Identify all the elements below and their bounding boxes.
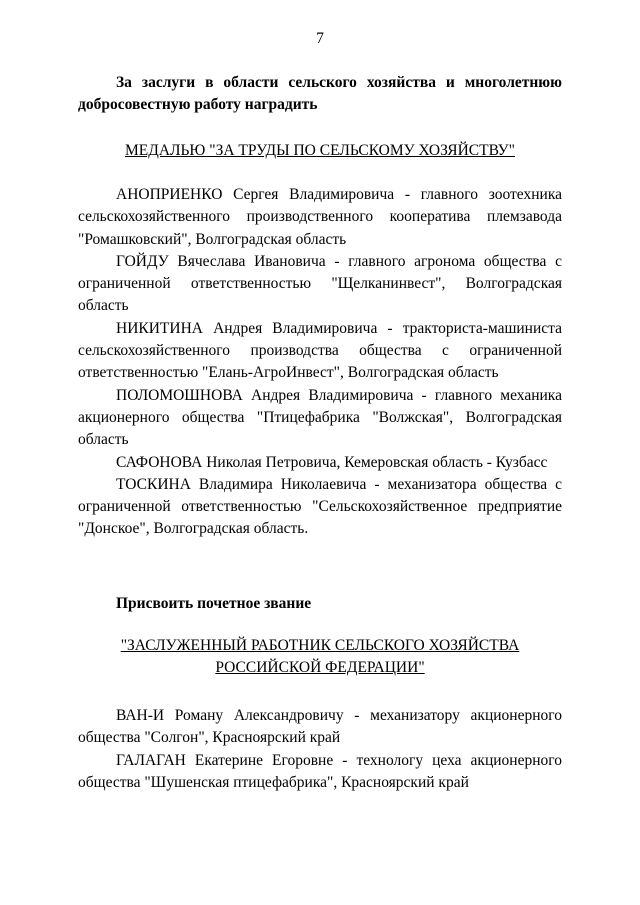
honorary-title-line2: РОССИЙСКОЙ ФЕДЕРАЦИИ": [215, 659, 425, 677]
honorary-awardee-list: [78, 705, 562, 794]
award-intro: За заслуги в области сельского хозяйства и многолетнюю добросовестную работу наградить: [78, 74, 562, 114]
awardee-entry: ПОЛОМОШНОВА Андрея Владимировича - главного механика акционерного общества "Птицефабрика "Волжская", Волгоградская область: [78, 386, 562, 449]
honorary-title: [78, 635, 562, 680]
awardee-entry: ГОЙДУ Вячеслава Ивановича - главного агронома общества с ограниченной ответственностью "Щелканинвест", Волгоградская область: [78, 252, 562, 315]
awardee-entry: АНОПРИЕНКО Сергея Владимировича - главного зоотехника сельскохозяйственного производственного кооператива племзавода "Ромашковский", Волгоградская область: [78, 186, 562, 248]
medal-awardee-list: [78, 184, 562, 541]
awardee-entry: ВАН-И Роману Александровичу - механизатору акционерного общества "Солгон", Красноярский край: [78, 707, 562, 747]
awardee-entry: САФОНОВА Николая Петровича, Кемеровская область - Кузбасс: [116, 453, 548, 471]
medal-title: МЕДАЛЬЮ "ЗА ТРУДЫ ПО СЕЛЬСКОМУ ХОЗЯЙСТВУ": [125, 142, 515, 159]
page-number: 7: [316, 30, 324, 47]
awardee-entry: ТОСКИНА Владимира Николаевича - механизатора общества с ограниченной ответственностью "Сельскохозяйственное предприятие "Донское", Волгоградская область.: [78, 475, 562, 538]
awardee-entry: ГАЛАГАН Екатерине Егоровне - технологу цеха акционерного общества "Шушенская птицефабрика", Красноярский край: [78, 751, 562, 791]
honorary-intro: Присвоить почетное звание: [116, 595, 312, 612]
honorary-title-line1: "ЗАСЛУЖЕННЫЙ РАБОТНИК СЕЛЬСКОГО ХОЗЯЙСТВА: [120, 637, 520, 654]
awardee-entry: НИКИТИНА Андрея Владимировича - тракториста-машиниста сельскохозяйственного производства общества с ограниченной ответственностью "Елань-АгроИнвест", Волгоградская область: [78, 319, 562, 382]
